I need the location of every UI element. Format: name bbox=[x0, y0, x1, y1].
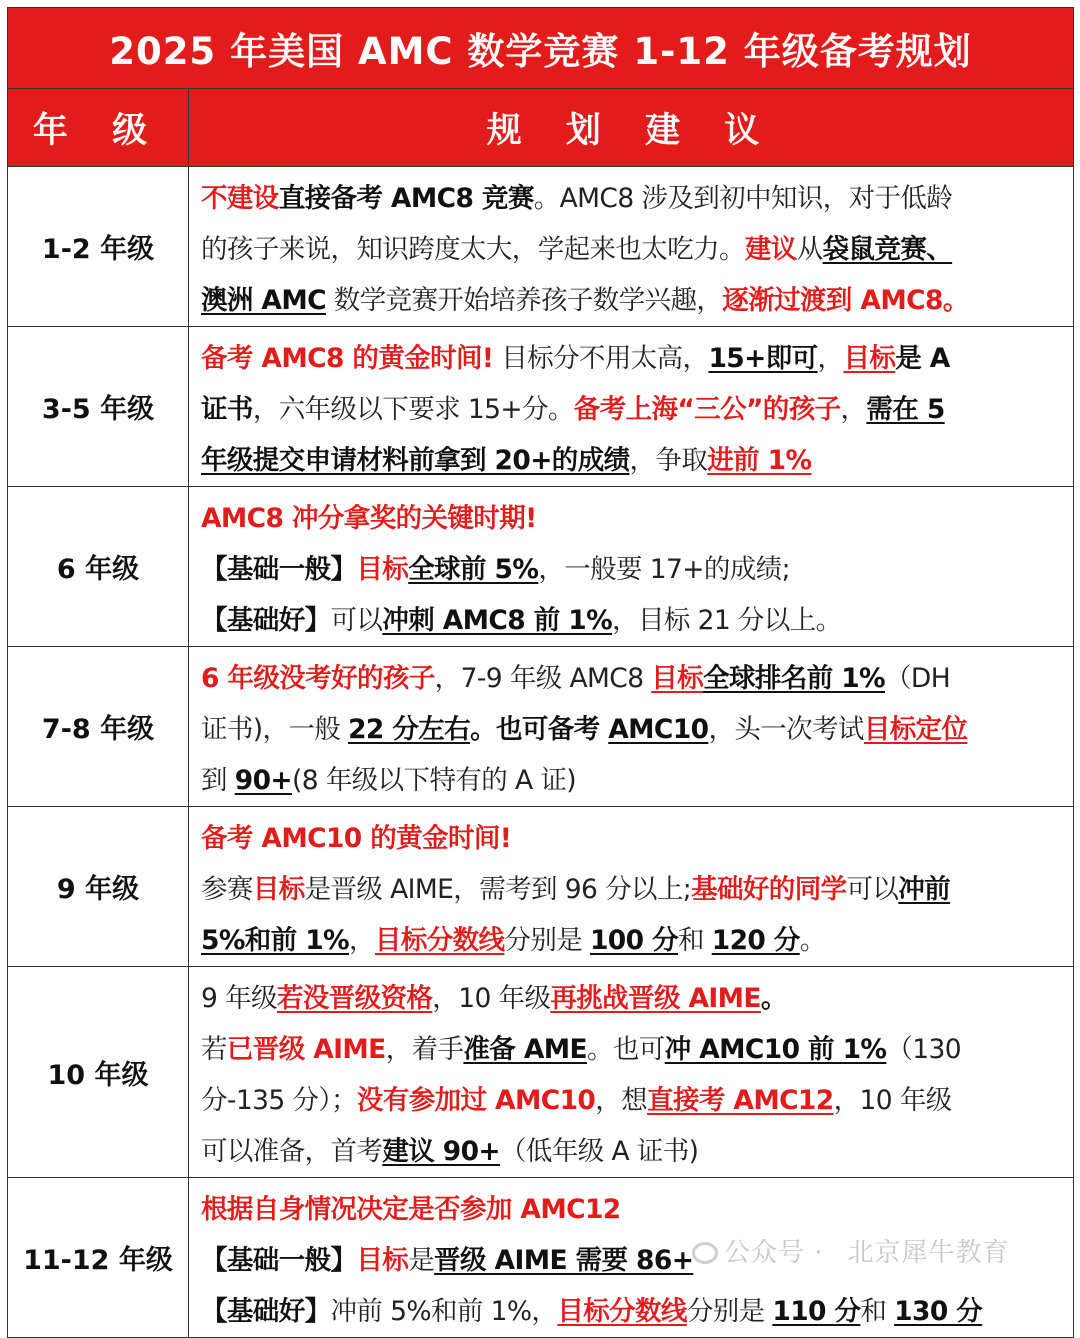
advice-line bbox=[201, 1184, 1063, 1235]
text-segment: 不建设 bbox=[201, 183, 279, 214]
text-segment: 100 分 bbox=[589, 925, 678, 956]
text-segment: 是晋级 AIME，需考到 96 分以上; bbox=[304, 874, 692, 905]
text-segment: 15+即可 bbox=[708, 343, 818, 374]
text-segment: 的孩子来说，知识跨度太大，学起来也太吃力。 bbox=[201, 234, 745, 265]
plan-table bbox=[7, 7, 1074, 1338]
text-segment: ，争取 bbox=[629, 445, 708, 476]
text-segment: 再挑战晋级 AIME bbox=[550, 983, 761, 1014]
text-segment: 。AMC8 涉及到初中知识，对于低龄 bbox=[533, 183, 953, 214]
text-segment: 建议 bbox=[744, 234, 797, 265]
watermark-source: 公众号 · bbox=[724, 1238, 824, 1268]
text-segment: 22 分左右 bbox=[348, 714, 471, 745]
text-segment: 数学竞赛开始培养孩子数学兴趣， bbox=[325, 285, 723, 316]
wechat-icon bbox=[692, 1242, 718, 1264]
advice-line bbox=[201, 1286, 1063, 1337]
advice-line bbox=[201, 1024, 1063, 1075]
text-segment: 目标 bbox=[651, 663, 704, 694]
text-segment: 年级提交申请材料前拿到 20+的成绩 bbox=[201, 445, 630, 476]
text-segment: 基础好的同学 bbox=[691, 874, 847, 905]
text-segment: 已晋级 AIME bbox=[226, 1034, 386, 1065]
text-segment: 全球前 5% bbox=[408, 554, 539, 585]
advice-column-header: 规 划 建 议 bbox=[189, 89, 1074, 167]
advice-line bbox=[201, 435, 1063, 486]
grade-column-header: 年 级 bbox=[8, 89, 189, 167]
text-segment: 和 bbox=[860, 1296, 895, 1327]
advice-cell bbox=[189, 487, 1074, 647]
table-row bbox=[8, 327, 1074, 487]
text-segment: ，目标 21 分以上。 bbox=[612, 605, 842, 636]
advice-line bbox=[201, 544, 1063, 595]
grade-cell: 6 年级 bbox=[8, 487, 189, 647]
table-row bbox=[8, 647, 1074, 807]
text-segment: 冲前 bbox=[898, 874, 951, 905]
text-segment: 备考 AMC8 的黄金时间! bbox=[201, 343, 494, 374]
advice-line bbox=[201, 333, 1063, 384]
text-segment: ，着手 bbox=[385, 1034, 464, 1065]
grade-cell: 3-5 年级 bbox=[8, 327, 189, 487]
table-row bbox=[8, 967, 1074, 1178]
text-segment: 可以 bbox=[846, 874, 899, 905]
advice-line bbox=[201, 173, 1063, 224]
text-segment: 。 bbox=[799, 925, 826, 956]
text-segment: 分-135 分）； bbox=[201, 1085, 357, 1116]
text-segment: 袋鼠竞赛、 bbox=[822, 234, 953, 265]
advice-line bbox=[201, 915, 1063, 966]
text-segment: 。也可备考 bbox=[470, 714, 609, 745]
grade-cell: 1-2 年级 bbox=[8, 167, 189, 327]
text-segment: 目标定位 bbox=[863, 714, 968, 745]
text-segment: 证书)，一般 bbox=[201, 714, 349, 745]
text-segment: 若 bbox=[201, 1034, 227, 1065]
text-segment: 【基础好】 bbox=[201, 605, 331, 636]
advice-line bbox=[201, 384, 1063, 435]
watermark bbox=[692, 1232, 1010, 1269]
text-segment: AMC10 bbox=[608, 714, 709, 745]
text-segment: 没有参加过 AMC10 bbox=[356, 1085, 596, 1116]
text-segment: 【基础一般】 bbox=[201, 554, 357, 585]
text-segment: (8 年级以下特有的 A 证) bbox=[292, 765, 576, 796]
text-segment: ， bbox=[840, 394, 867, 425]
text-segment: 若没晋级资格 bbox=[276, 983, 433, 1014]
text-segment: （DH bbox=[885, 663, 951, 694]
text-segment: 120 分 bbox=[711, 925, 800, 956]
text-segment: ，六年级以下要求 15+分。 bbox=[252, 394, 574, 425]
text-segment: 目标分数线 bbox=[374, 925, 505, 956]
text-segment: 是 A bbox=[895, 343, 950, 374]
grade-cell: 9 年级 bbox=[8, 807, 189, 967]
text-segment: 逐渐过渡到 AMC8。 bbox=[722, 285, 969, 316]
text-segment: 目标 bbox=[843, 343, 896, 374]
advice-line bbox=[201, 755, 1063, 806]
text-segment: 目标分数线 bbox=[557, 1296, 687, 1327]
text-segment: 证书 bbox=[201, 394, 253, 425]
text-segment: 110 分 bbox=[772, 1296, 861, 1327]
advice-cell bbox=[189, 327, 1074, 487]
text-segment: 9 年级 bbox=[201, 983, 277, 1014]
text-segment: 目标 bbox=[356, 554, 409, 585]
advice-cell bbox=[189, 807, 1074, 967]
text-segment: 进前 1% bbox=[707, 445, 812, 476]
text-segment: 从 bbox=[796, 234, 823, 265]
text-segment: 是 bbox=[408, 1245, 435, 1276]
text-segment: 直接考 AMC12 bbox=[647, 1085, 834, 1116]
text-segment: 目标 bbox=[356, 1245, 409, 1276]
table-row bbox=[8, 167, 1074, 327]
watermark-brand: 北京犀牛教育 bbox=[847, 1238, 1010, 1268]
text-segment: 目标分不用太高， bbox=[493, 343, 709, 374]
table-body bbox=[8, 167, 1074, 1338]
grade-cell: 7-8 年级 bbox=[8, 647, 189, 807]
advice-line bbox=[201, 595, 1063, 646]
text-segment: 可以 bbox=[330, 605, 383, 636]
advice-line bbox=[201, 704, 1063, 755]
page-title: 2025 年美国 AMC 数学竞赛 1-12 年级备考规划 bbox=[8, 8, 1074, 89]
advice-line bbox=[201, 493, 1063, 544]
text-segment: 目标 bbox=[252, 874, 305, 905]
text-segment: 准备 AME bbox=[463, 1034, 587, 1065]
text-segment: 建议 90+ bbox=[382, 1136, 501, 1167]
advice-line bbox=[201, 973, 1063, 1024]
text-segment: 分别是 bbox=[686, 1296, 773, 1327]
advice-line bbox=[201, 1126, 1063, 1177]
grade-cell: 10 年级 bbox=[8, 967, 189, 1178]
text-segment: （130 bbox=[886, 1034, 962, 1065]
text-segment: ，一般要 17+的成绩; bbox=[538, 554, 790, 585]
text-segment: 澳洲 AMC bbox=[201, 285, 326, 316]
text-segment: 【基础一般】 bbox=[201, 1245, 357, 1276]
text-segment: 根据自身情况决定是否参加 AMC12 bbox=[201, 1194, 621, 1225]
text-segment: 冲前 5%和前 1%， bbox=[330, 1296, 558, 1327]
text-segment: 和 bbox=[678, 925, 712, 956]
text-segment: 备考 AMC10 的黄金时间! bbox=[201, 823, 512, 854]
text-segment: 【基础好】 bbox=[201, 1296, 331, 1327]
text-segment: 冲 AMC10 前 1% bbox=[664, 1034, 887, 1065]
text-segment: AMC8 冲分拿奖的关键时期! bbox=[201, 503, 537, 534]
grade-cell: 11-12 年级 bbox=[8, 1178, 189, 1338]
text-segment: 参赛 bbox=[201, 874, 253, 905]
text-segment: 。也可 bbox=[587, 1034, 665, 1065]
text-segment: 全球排名前 1% bbox=[703, 663, 886, 694]
advice-line bbox=[201, 275, 1063, 326]
text-segment: 备考上海“三公”的孩子 bbox=[573, 394, 841, 425]
text-segment: 130 分 bbox=[894, 1296, 983, 1327]
text-segment: ，10 年级 bbox=[833, 1085, 952, 1116]
text-segment: 直接备考 AMC8 竞赛 bbox=[278, 183, 534, 214]
advice-cell bbox=[189, 647, 1074, 807]
table-row bbox=[8, 807, 1074, 967]
text-segment: 到 bbox=[201, 765, 235, 796]
advice-line bbox=[201, 224, 1063, 275]
advice-cell bbox=[189, 967, 1074, 1178]
advice-cell bbox=[189, 167, 1074, 327]
text-segment: 需在 5 bbox=[866, 394, 945, 425]
advice-line bbox=[201, 864, 1063, 915]
advice-line bbox=[201, 813, 1063, 864]
text-segment: ，头一次考试 bbox=[708, 714, 864, 745]
text-segment: 冲刺 AMC8 前 1% bbox=[382, 605, 613, 636]
text-segment: （低年级 A 证书) bbox=[500, 1136, 699, 1167]
text-segment: ， bbox=[817, 343, 844, 374]
text-segment: 6 年级没考好的孩子 bbox=[201, 663, 435, 694]
text-segment: ，10 年级 bbox=[432, 983, 551, 1014]
table-row bbox=[8, 487, 1074, 647]
text-segment: 5%和前 1% bbox=[201, 925, 350, 956]
text-segment: 90+ bbox=[234, 765, 293, 796]
text-segment: ，想 bbox=[595, 1085, 648, 1116]
text-segment: ，7-9 年级 AMC8 bbox=[434, 663, 652, 694]
advice-line bbox=[201, 653, 1063, 704]
text-segment: 可以准备，首考 bbox=[201, 1136, 383, 1167]
text-segment: ， bbox=[349, 925, 375, 956]
text-segment: 晋级 AIME 需要 86+ bbox=[434, 1245, 694, 1276]
advice-line bbox=[201, 1075, 1063, 1126]
text-segment: 。 bbox=[760, 983, 787, 1014]
text-segment: 分别是 bbox=[504, 925, 590, 956]
